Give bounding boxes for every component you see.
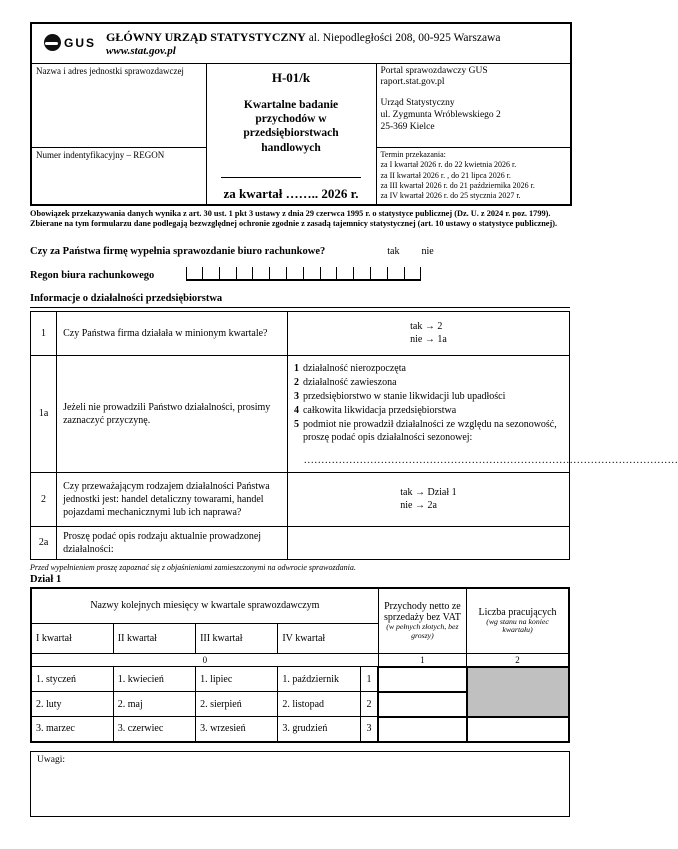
answer-yes[interactable]: tak → Dział 1: [400, 487, 457, 499]
table-row: [31, 526, 570, 559]
regon-digit-cell[interactable]: [304, 267, 321, 279]
gus-logo-icon: [44, 34, 61, 51]
unit-name-label: Nazwa i adres jednostki sprawozdawczej: [36, 65, 184, 76]
column-number-row: [31, 654, 569, 667]
regon-digit-cell[interactable]: [220, 267, 237, 279]
workers-subnote: (wg stanu na koniec kwartału): [486, 616, 549, 635]
remarks-label: Uwagi:: [37, 754, 65, 765]
answer-cell[interactable]: [287, 311, 569, 355]
regon-digit-cell[interactable]: [388, 267, 405, 279]
accounting-regon-label: Regon biura rachunkowego: [30, 269, 155, 281]
month-cell: 3. wrzesień: [196, 717, 278, 742]
regon-digit-cell[interactable]: [270, 267, 287, 279]
form-title-cell: [206, 63, 376, 205]
org-address: al. Niepodległości 208, 00-925 Warszawa: [305, 32, 501, 44]
deadline-item: za IV kwartał 2026 r. do 25 stycznia 2027 r.: [380, 191, 521, 201]
regon-digit-cell[interactable]: [321, 267, 338, 279]
info-section-title: Informacje o działalności przedsiębiorstwa: [30, 293, 570, 308]
regon-digit-cell[interactable]: [405, 267, 422, 279]
reason-option[interactable]: 4 całkowita likwidacja przedsiębiorstwa: [293, 404, 457, 416]
reason-option[interactable]: 2 działalność zawieszona: [293, 376, 397, 388]
question-text: Czy przeważającym rodzajem działalności Państwa jednostki jest: handel detaliczny towarami, handel pojazdami mechanicznymi lub ich naprawa?: [57, 472, 288, 526]
month-cell: 1. kwiecień: [113, 667, 195, 692]
row-number: 3: [360, 717, 378, 742]
month-cell: 1. lipiec: [196, 667, 278, 692]
row-number: 2a: [31, 526, 57, 559]
dzial1-table: [30, 587, 570, 743]
accounting-no-option[interactable]: nie: [421, 245, 434, 257]
reason-option[interactable]: 1 działalność nierozpoczęta: [293, 362, 406, 374]
month-cell: 3. grudzień: [278, 717, 360, 742]
row-number: 2: [31, 472, 57, 526]
month-cell: 1. styczeń: [31, 667, 113, 692]
reason-option[interactable]: 5 podmiot nie prowadził działalności ze względu na sezonowość, proszę podać opis działalności sezonowej:: [293, 418, 557, 443]
info-table: [30, 311, 678, 560]
revenue-input-month1[interactable]: [378, 667, 466, 692]
accounting-yes-option[interactable]: tak: [387, 245, 400, 257]
deadline-cell: [376, 147, 571, 205]
quarter-header: III kwartał: [196, 624, 278, 654]
row-number: 2: [360, 692, 378, 717]
month-cell: 1. październik: [278, 667, 360, 692]
form-code: H-01/k: [271, 69, 311, 85]
gus-logo: [44, 34, 96, 51]
month-cell: 2. sierpień: [196, 692, 278, 717]
deadline-item: za III kwartał 2026 r. do 21 października 2026 r.: [380, 180, 535, 190]
month-cell: 3. czerwiec: [113, 717, 195, 742]
month-cell: 3. marzec: [31, 717, 113, 742]
portal-link[interactable]: raport.stat.gov.pl: [380, 77, 445, 88]
seasonal-description-line[interactable]: ...........................................................................................................: [303, 454, 678, 466]
regon-digit-cell[interactable]: [287, 267, 304, 279]
deadline-item: za I kwartał 2026 r. do 22 kwietnia 2026 r.: [380, 160, 517, 170]
accounting-regon-row: [30, 267, 570, 281]
regon-digit-cell[interactable]: [354, 267, 371, 279]
blank-line: [221, 177, 361, 178]
column-number: 1: [378, 654, 466, 667]
regon-digit-cell[interactable]: [203, 267, 220, 279]
regon-digit-cell[interactable]: [237, 267, 254, 279]
regon-digit-cell[interactable]: [371, 267, 388, 279]
unit-name-cell[interactable]: [31, 63, 206, 147]
months-header: Nazwy kolejnych miesięcy w kwartale sprawozdawczym: [31, 588, 378, 624]
table-row: [31, 355, 570, 472]
regon-id-label: Numer indentyfikacyjny – REGON: [36, 149, 165, 160]
quarter-header: I kwartał: [31, 624, 113, 654]
activity-description-input[interactable]: [287, 526, 569, 559]
month-cell: 2. maj: [113, 692, 195, 717]
answer-cell: [287, 355, 678, 472]
revenue-input-month2[interactable]: [378, 692, 466, 717]
workers-input-cell[interactable]: [467, 717, 569, 742]
deadline-title: Termin przekazania:: [380, 149, 446, 159]
regon-comb-field[interactable]: [186, 267, 421, 281]
org-title: GŁÓWNY URZĄD STATYSTYCZNY al. Niepodległości 208, 00-925 Warszawa www.stat.gov.pl: [106, 30, 501, 57]
form-title: Kwartalne badanie przychodów w przedsiębiorstwach handlowych: [243, 98, 339, 154]
quarter-header: IV kwartał: [278, 624, 378, 654]
quarter-header: II kwartał: [113, 624, 195, 654]
form-period[interactable]: za kwartał …….. 2026 r.: [223, 186, 359, 201]
row-number: 1: [31, 311, 57, 355]
regon-id-cell[interactable]: [31, 147, 206, 205]
pre-fill-note: Przed wypełnieniem proszę zapoznać się z objaśnieniami zamieszczonymi na odwrocie sprawozdania.: [30, 562, 356, 572]
deadline-item: za II kwartał 2026 r. , do 21 lipca 2026 r.: [380, 170, 511, 180]
portal-cell: [376, 63, 571, 147]
dzial1-title: Dział 1: [30, 573, 62, 585]
row-number: 1: [360, 667, 378, 692]
office-line3: 25-369 Kielce: [380, 122, 435, 132]
table-row: [31, 472, 570, 526]
legal-note: [30, 209, 570, 230]
row-number: 1a: [31, 355, 57, 472]
question-text: Proszę podać opis rodzaju aktualnie prowadzonej działalności:: [57, 526, 288, 559]
question-text: Jeżeli nie prowadzili Państwo działalności, prosimy zaznaczyć przyczynę.: [57, 355, 288, 472]
revenue-input-month3[interactable]: [378, 717, 466, 742]
workers-header: Liczba pracujących (wg stanu na koniec kwartału): [467, 588, 569, 654]
revenue-header: Przychody netto ze sprzedaży bez VAT (w pełnych złotych, bez groszy): [378, 588, 466, 654]
month-cell: 2. luty: [31, 692, 113, 717]
regon-digit-cell[interactable]: [186, 267, 203, 279]
gus-logo-text: GUS: [64, 35, 97, 50]
regon-digit-cell[interactable]: [337, 267, 354, 279]
accounting-question-row: [30, 246, 570, 257]
remarks-box[interactable]: [30, 751, 570, 817]
table-row: [31, 667, 569, 692]
table-row: [31, 717, 569, 742]
month-cell: 2. listopad: [278, 692, 360, 717]
portal-line1: Portal sprawozdawczy GUS: [380, 65, 488, 76]
legal-line2: Zbierane na tym formularzu dane podlegają bezwzględnej ochronie zgodnie z zasadą tajemnicy statystycznej (art. 10 ustawy o statystyce publicznej).: [30, 219, 558, 229]
gus-header-row: [31, 23, 571, 63]
regon-digit-cell[interactable]: [253, 267, 270, 279]
table-row: [31, 311, 570, 355]
column-number: 0: [31, 654, 378, 667]
answer-yes[interactable]: tak → 2: [410, 321, 443, 333]
reason-option[interactable]: 3 przedsiębiorstwo w stanie likwidacji lub upadłości: [293, 390, 506, 402]
revenue-subnote: (w pełnych złotych, bez groszy): [386, 622, 459, 640]
table-header-row: [31, 588, 569, 624]
header-block: [30, 22, 572, 206]
accounting-question: Czy za Państwa firmę wypełnia sprawozdanie biuro rachunkowe?: [30, 245, 326, 257]
column-number: 2: [467, 654, 569, 667]
legal-line1: Obowiązek przekazywania danych wynika z art. 30 ust. 1 pkt 3 ustawy z dnia 29 czerwca 1995 r. o statystyce publicznej (Dz. U. z 2024 r. poz. 1799).: [30, 209, 551, 218]
question-text: Czy Państwa firma działała w minionym kwartale?: [57, 311, 288, 355]
office-line1: Urząd Statystyczny: [380, 98, 455, 109]
workers-blocked-cell: [467, 667, 569, 717]
answer-no[interactable]: nie → 2a: [400, 500, 437, 512]
office-line2: ul. Zygmunta Wróblewskiego 2: [380, 110, 501, 121]
answer-cell[interactable]: [287, 472, 569, 526]
answer-no[interactable]: nie → 1a: [410, 334, 447, 346]
org-website: www.stat.gov.pl: [106, 45, 176, 57]
